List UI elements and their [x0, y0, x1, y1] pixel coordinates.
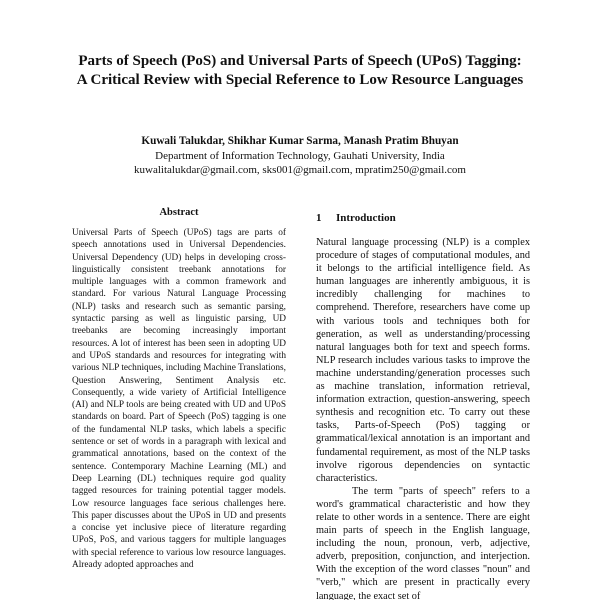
affiliation: Department of Information Technology, Gauhati University, India [155, 150, 445, 162]
section-title: Introduction [336, 212, 396, 224]
paper-title [40, 52, 560, 90]
intro-paragraph-1: Natural language processing (NLP) is a complex procedure of stages of computational modules, and it belongs to the artificial intelligence field. As human languages are inherently ambiguous, it is incredibly challenging for machines to comprehend. Therefore, researchers have come up with various tools and techniques both for generation, as well as understanding/processing natural languages both for text and speech forms. NLP research includes various tasks to improve the machine understanding/generation processes such as machine translation, information retrieval, information extraction, question-answering, speech synthesis and recognition etc. To carry out these tasks, Parts-of-Speech (PoS) tagging or grammatical/lexical annotation is an important and fundamental requirement, as most of the NLP tasks involve rigorous dependencies on syntactic characteristics. [316, 237, 530, 484]
section-number: 1 [316, 212, 322, 224]
abstract-heading: Abstract [159, 207, 199, 218]
author-list: Kuwali Talukdar, Shikhar Kumar Sarma, Manash Pratim Bhuyan [141, 135, 459, 147]
title-line-1: Parts of Speech (PoS) and Universal Parts of Speech (UPoS) Tagging: [78, 53, 522, 69]
intro-paragraph-2: The term "parts of speech" refers to a word's grammatical characteristic and how they relate to other words in a sentence. There are eight main parts of speech in the English language, including the noun, pronoun, verb, adjective, adverb, preposition, conjunction, and interjection. With the exception of the word classes "noun" and "verb," which are present in practically every language, the exact set of [316, 485, 530, 600]
section-heading-introduction [316, 212, 530, 224]
abstract-text: Universal Parts of Speech (UPoS) tags are parts of speech annotations used in Universal Dependencies. Universal Dependency (UD) helps in developing cross-linguistically consistent treebank annotations for multiple languages with a common framework and standard. For various Natural Language Processing (NLP) tasks and research such as semantic parsing, syntactic parsing as well as linguistic parsing, UD treebanks are becoming increasingly important resources. A lot of interest has been seen in adopting UD and UPoS standards and resources for integrating with various NLP techniques, including Machine Translations, Question Answering, Sentiment Analysis etc. Consequently, a wide variety of Artificial Intelligence (AI) and NLP tools are being created with UD and UPoS standards on board. Part of Speech (PoS) tagging is one of the fundamental NLP tasks, which labels a specific sentence or set of words in a paragraph with lexical and grammatical annotations, based on the context of the sentence. Contemporary Machine Learning (ML) and Deep Learning (DL) techniques require god quality tagged resources for training potential tagger models. Low resource languages face serious challenges here. This paper discusses about the UPoS in UD and presents a concise yet inclusive piece of literature regarding UPoS, PoS, and various taggers for multiple languages with special reference to various low resource languages. Already adopted approaches and [72, 228, 286, 571]
introduction-body [316, 236, 530, 600]
title-line-2: A Critical Review with Special Reference to Low Resource Languages [76, 72, 524, 88]
author-emails: kuwalitalukdar@gmail.com, sks001@gmail.com, mpratim250@gmail.com [134, 164, 466, 176]
